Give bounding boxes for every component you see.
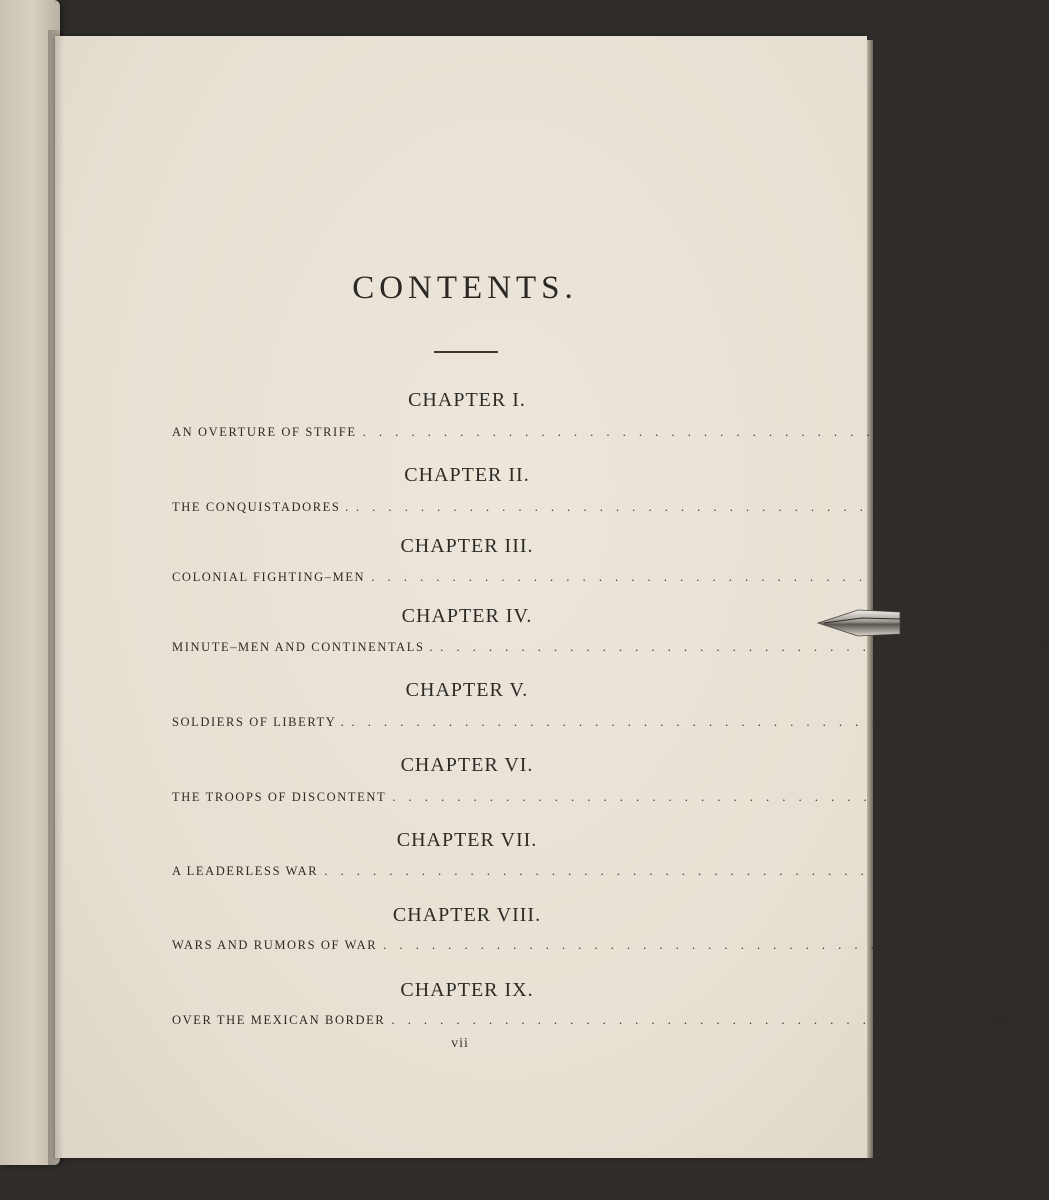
chapter-heading: CHAPTER V. [405, 679, 529, 701]
toc-page-number: 190 [982, 1011, 1010, 1028]
toc-page-number: 121 [983, 788, 1011, 805]
toc-page-number: 78 [1031, 638, 1049, 655]
toc-entry-title: SOLDIERS OF LIBERTY . [172, 715, 346, 729]
toc-entry [172, 568, 981, 590]
toc-page-number: 11 [953, 423, 972, 440]
metal-pointer-icon [818, 608, 900, 638]
toc-entry [172, 788, 1011, 810]
chapter-heading: CHAPTER IV. [401, 605, 533, 627]
toc-entry-title: MINUTE–MEN AND CONTINENTALS . [172, 640, 435, 654]
chapter-heading: CHAPTER III. [400, 535, 534, 557]
dot-leader: .................................... [351, 714, 937, 729]
dot-leader: .................................... [362, 424, 948, 439]
toc-entry [172, 423, 972, 445]
toc-page-number: 166 [974, 936, 1002, 953]
spine-shadow [48, 30, 64, 1165]
toc-entry [172, 1011, 1010, 1033]
title-rule [434, 351, 498, 353]
chapter-heading: CHAPTER I. [408, 389, 526, 411]
dot-leader: .................................... [391, 1012, 977, 1027]
chapter-heading: CHAPTER IX. [400, 979, 534, 1001]
dot-leader: .................................... [440, 639, 1026, 654]
toc-entry [172, 638, 1049, 660]
page-title: CONTENTS. [352, 270, 578, 306]
dot-leader: .................................... [371, 569, 957, 584]
chapter-heading: CHAPTER VII. [396, 829, 538, 851]
toc-entry-title: OVER THE MEXICAN BORDER [172, 1013, 386, 1027]
page-folio: vii [451, 1036, 469, 1051]
toc-page-number: 98 [942, 713, 961, 730]
dot-leader: .................................... [355, 499, 941, 514]
toc-entry [172, 936, 1002, 958]
toc-entry [172, 713, 961, 735]
toc-page-number: 32 [946, 498, 965, 515]
toc-entry-title: COLONIAL FIGHTING–MEN [172, 570, 366, 584]
dot-leader: .................................... [392, 789, 978, 804]
toc-entry-title: THE CONQUISTADORES . [172, 500, 350, 514]
chapter-heading: CHAPTER VI. [400, 754, 534, 776]
chapter-heading: CHAPTER VIII. [392, 904, 542, 926]
toc-page-number: 56 [962, 568, 981, 585]
toc-entry [172, 862, 943, 884]
toc-entry-title: A LEADERLESS WAR [172, 864, 319, 878]
dot-leader: .................................... [383, 937, 969, 952]
chapter-heading: CHAPTER II. [404, 464, 530, 486]
toc-entry-title: WARS AND RUMORS OF WAR [172, 938, 378, 952]
dot-leader: .................................... [324, 863, 910, 878]
toc-entry [172, 498, 965, 520]
toc-entry-title: AN OVERTURE OF STRIFE [172, 425, 357, 439]
page-block-edge [867, 40, 873, 1158]
toc-page-number: 143 [915, 862, 943, 879]
toc-entry-title: THE TROOPS OF DISCONTENT [172, 790, 387, 804]
